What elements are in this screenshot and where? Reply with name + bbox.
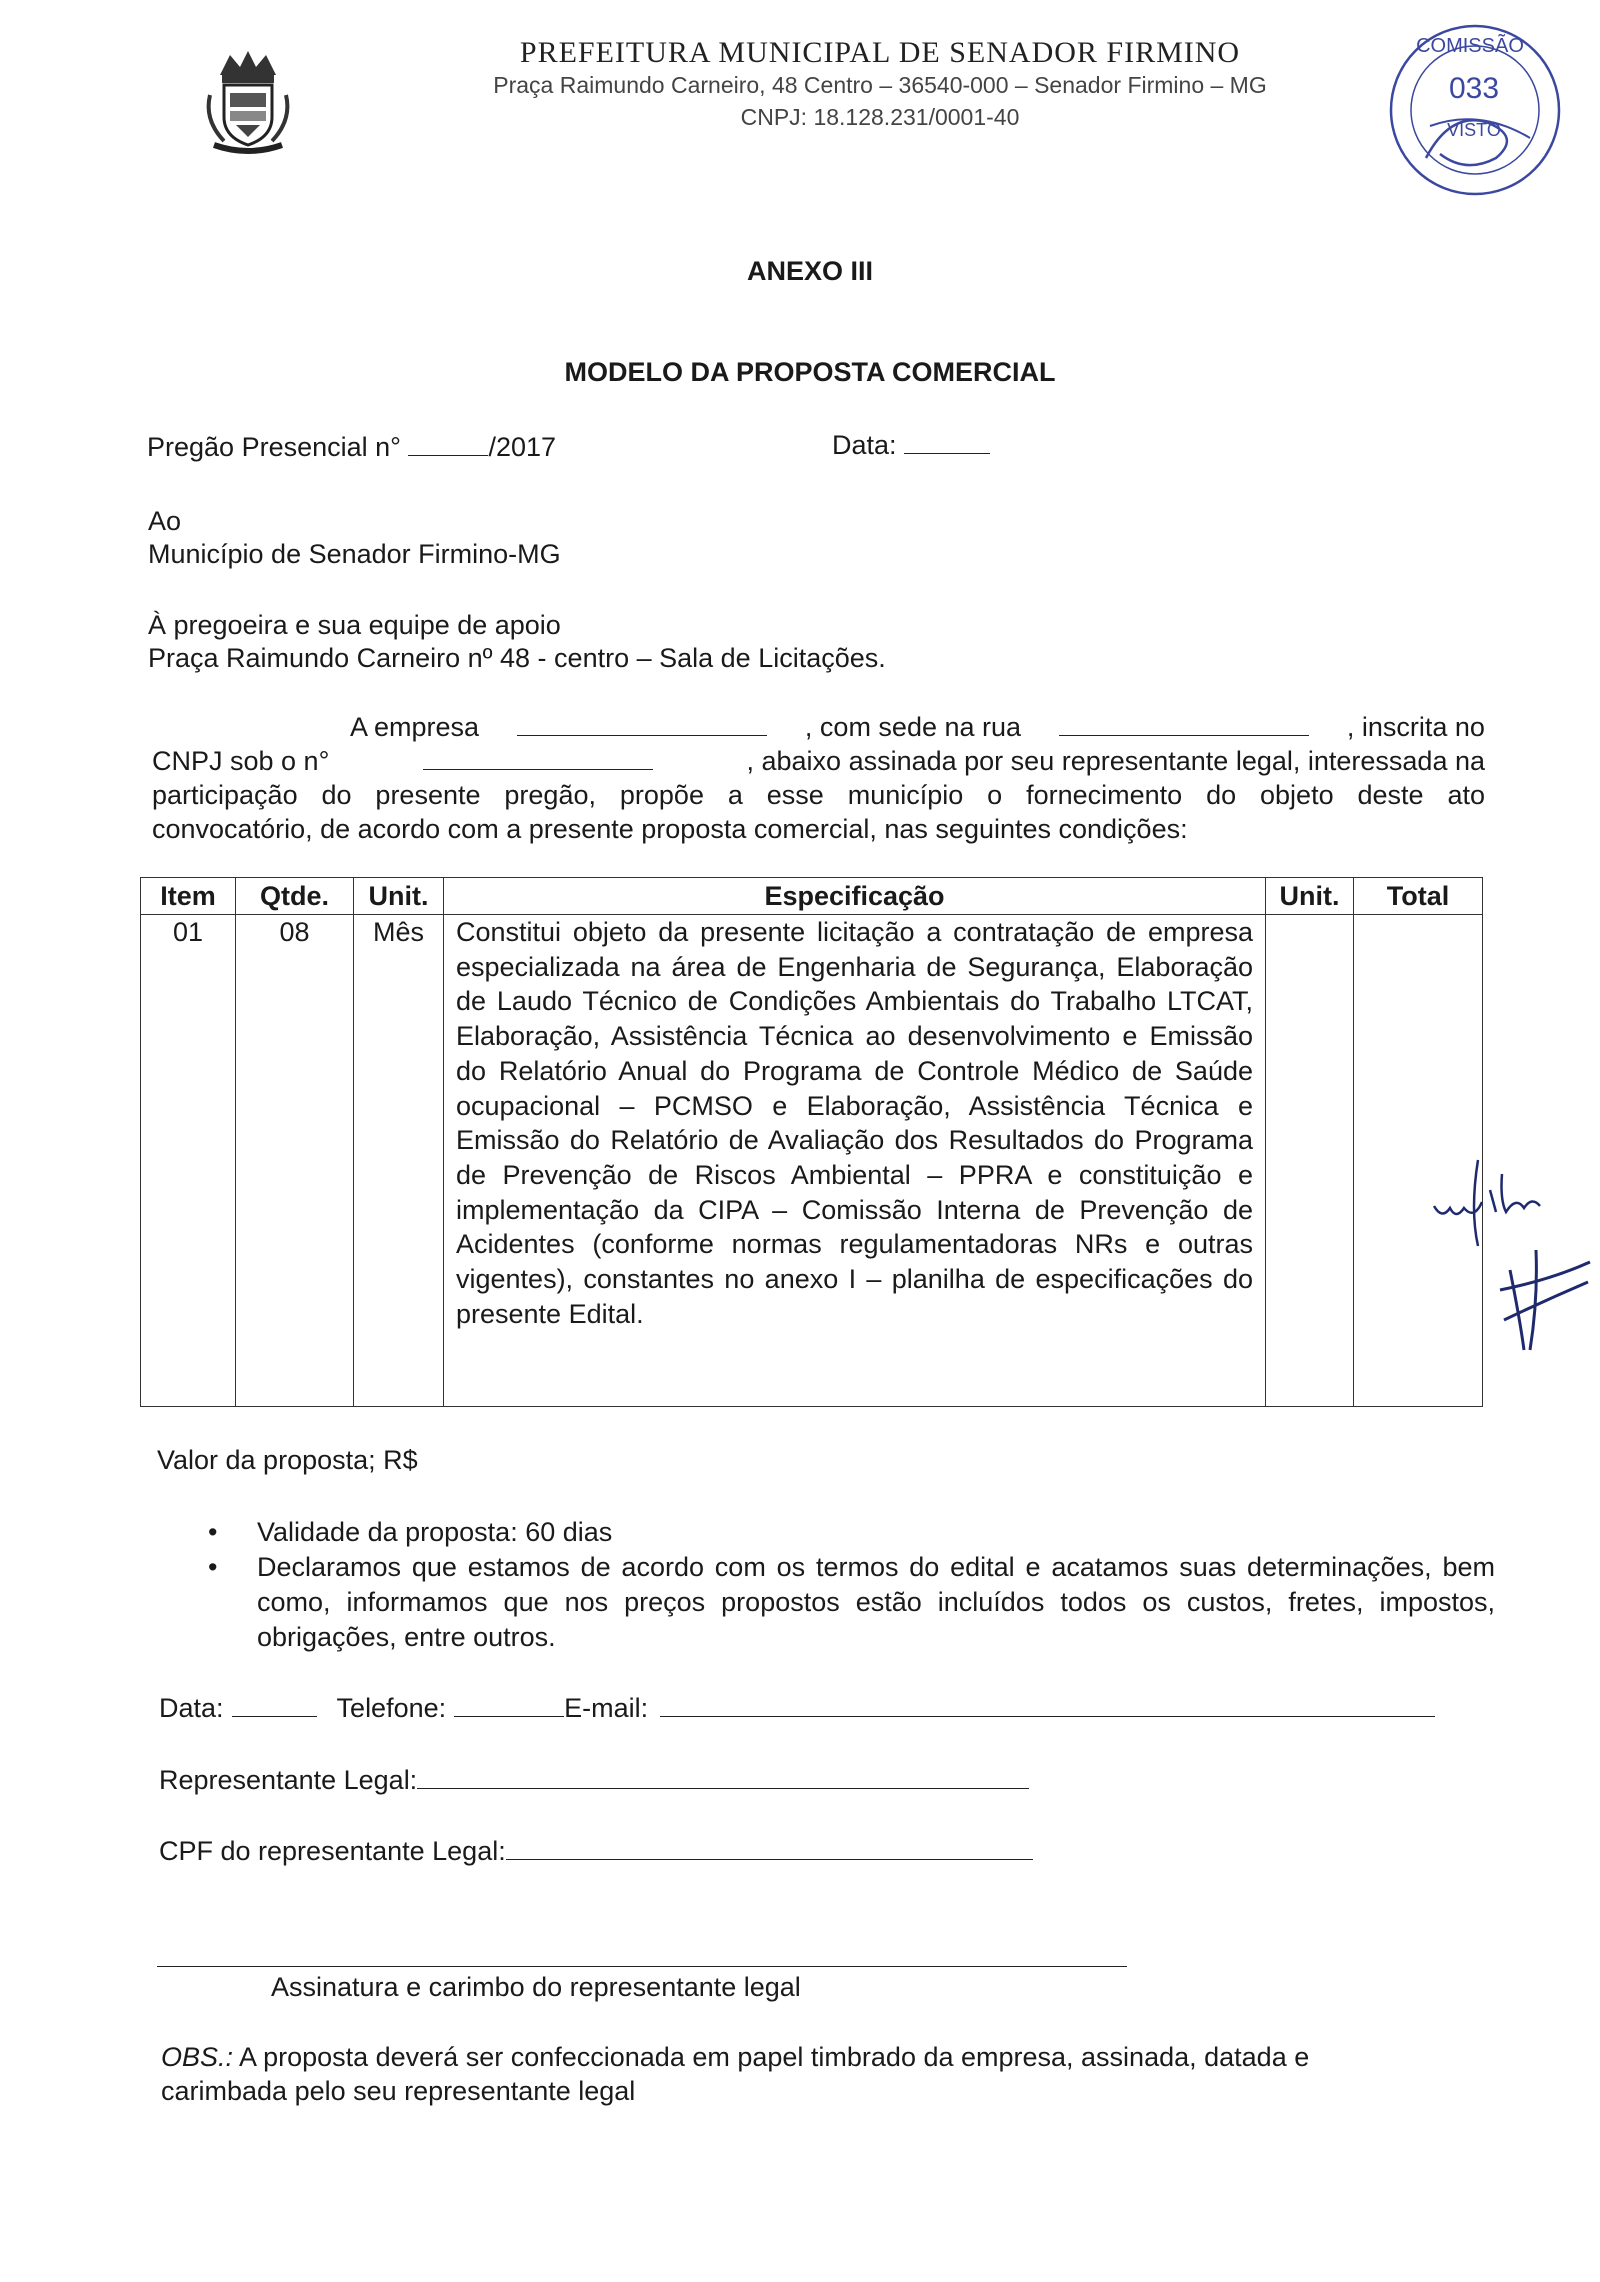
pregao-date bbox=[832, 430, 990, 461]
recipient-line-2: Município de Senador Firmino-MG bbox=[148, 539, 561, 569]
recipient-line-4: Praça Raimundo Carneiro nº 48 - centro – Sala de Licitações. bbox=[148, 643, 886, 673]
field-telefone-blank bbox=[454, 1694, 564, 1717]
signature-caption: Assinatura e carimbo do representante legal bbox=[271, 1972, 801, 2002]
handwritten-initials bbox=[1420, 1150, 1600, 1360]
intro-company-label: A empresa bbox=[350, 712, 480, 742]
stamp-bottom-text: VISTO bbox=[1447, 120, 1501, 140]
proposal-table bbox=[140, 877, 1483, 1407]
intro-line-2-text: , abaixo assinada por seu representante legal, interessada na bbox=[746, 746, 1485, 776]
municipality-address: Praça Raimundo Carneiro, 48 Centro – 36540-000 – Senador Firmino – MG bbox=[493, 72, 1267, 98]
proposal-value-label: Valor da proposta; R$ bbox=[157, 1445, 418, 1475]
table-row bbox=[141, 915, 1483, 1407]
intro-cnpj-label: CNPJ sob o n° bbox=[152, 746, 330, 776]
intro-line-2 bbox=[152, 746, 1485, 777]
contact-fields-line bbox=[159, 1693, 1435, 1724]
field-cpf-blank bbox=[506, 1837, 1033, 1860]
pregao-year: /2017 bbox=[488, 432, 557, 462]
intro-line-1 bbox=[350, 712, 1485, 743]
field-data-blank bbox=[232, 1694, 317, 1717]
field-email-blank bbox=[660, 1694, 1435, 1717]
obs-label: OBS.: bbox=[161, 2042, 234, 2072]
field-representante-blank bbox=[417, 1766, 1029, 1789]
municipality-name: PREFEITURA MUNICIPAL DE SENADOR FIRMINO bbox=[519, 36, 1241, 69]
pregao-number-blank bbox=[408, 433, 488, 456]
field-data-label: Data: bbox=[159, 1693, 224, 1723]
header-item: Item bbox=[141, 878, 236, 915]
stamp-number: 033 bbox=[1448, 72, 1500, 105]
header-unit: Unit. bbox=[354, 878, 444, 915]
header-total: Total bbox=[1354, 878, 1483, 915]
recipient-line-3: À pregoeira e sua equipe de apoio bbox=[148, 610, 561, 640]
cell-specification: Constitui objeto da presente licitação a contratação de empresa especializada na área de Engenharia de Segurança, Elaboração de Laudo Técnico de Condições Ambientais do Trabalho LTCAT, Elaboração, Assistência Técnica ao desenvolvimento e Emissão do Relatório Anual do Programa de Controle Médico de Saúde ocupacional – PCMSO e Elaboração, Assistência Técnica e Emissão do Relatório de Avaliação dos Resultados do Programa de Prevenção de Riscos Ambiental – PPRA e constituição e implementação da CIPA – Comissão Interna de Prevenção de Acidentes (conforme normas regulamentadoras NRs e outras vigentes), constantes no anexo I – planilha de especificações do presente Edital. bbox=[444, 915, 1266, 1407]
field-email-label: E-mail: bbox=[564, 1693, 649, 1723]
intro-street-label: , com sede na rua bbox=[804, 712, 1022, 742]
cell-qtde: 08 bbox=[236, 915, 354, 1407]
pregao-label: Pregão Presencial n° bbox=[147, 432, 401, 462]
table-header-row bbox=[141, 878, 1483, 915]
field-cpf-label: CPF do representante Legal: bbox=[159, 1836, 506, 1866]
list-item: • Validade da proposta: 60 dias bbox=[200, 1515, 1495, 1550]
municipality-cnpj: CNPJ: 18.128.231/0001-40 bbox=[740, 104, 1020, 130]
cell-item: 01 bbox=[141, 915, 236, 1407]
representative-line bbox=[159, 1765, 1029, 1796]
recipient-line-1: Ao bbox=[148, 506, 182, 536]
cell-unit: Mês bbox=[354, 915, 444, 1407]
list-item: • Declaramos que estamos de acordo com os termos do edital e acatamos suas determinações, bem como, informamos que nos preços propostos estão incluídos todos os custos, fretes, impostos, obrigações, entre outros. bbox=[200, 1550, 1495, 1655]
company-name-blank bbox=[517, 713, 767, 736]
stamp-top-text: COMISSÃO bbox=[1416, 35, 1524, 57]
field-representante-label: Representante Legal: bbox=[159, 1765, 418, 1795]
obs-text-line-2: carimbada pelo seu representante legal bbox=[161, 2076, 636, 2106]
municipal-crest-icon bbox=[200, 45, 296, 155]
commission-stamp bbox=[1370, 18, 1570, 198]
field-telefone-label: Telefone: bbox=[336, 1693, 447, 1723]
pregao-line bbox=[147, 432, 556, 463]
pregao-date-label: Data: bbox=[832, 430, 897, 460]
cpf-line bbox=[159, 1836, 1033, 1867]
obs-text: A proposta deverá ser confeccionada em papel timbrado da empresa, assinada, datada e bbox=[233, 2042, 1310, 2072]
intro-line-3: participação do presente pregão, propõe a esse município o fornecimento do objeto deste ato bbox=[152, 780, 1485, 810]
header-qtde: Qtde. bbox=[236, 878, 354, 915]
intro-line-4: convocatório, de acordo com a presente proposta comercial, nas seguintes condições: bbox=[152, 814, 1188, 844]
obs-note bbox=[161, 2042, 1309, 2073]
intro-inscrita-label: , inscrita no bbox=[1346, 712, 1485, 742]
signature-line bbox=[157, 1966, 1127, 1967]
annex-title: ANEXO III bbox=[746, 256, 874, 286]
header-unit-price: Unit. bbox=[1266, 878, 1354, 915]
cnpj-blank bbox=[423, 747, 653, 770]
street-blank bbox=[1059, 713, 1309, 736]
declarations-list bbox=[200, 1515, 1495, 1655]
cell-unit-price bbox=[1266, 915, 1354, 1407]
document-title: MODELO DA PROPOSTA COMERCIAL bbox=[564, 357, 1056, 387]
pregao-date-blank bbox=[904, 431, 990, 454]
header-especificacao: Especificação bbox=[444, 878, 1266, 915]
